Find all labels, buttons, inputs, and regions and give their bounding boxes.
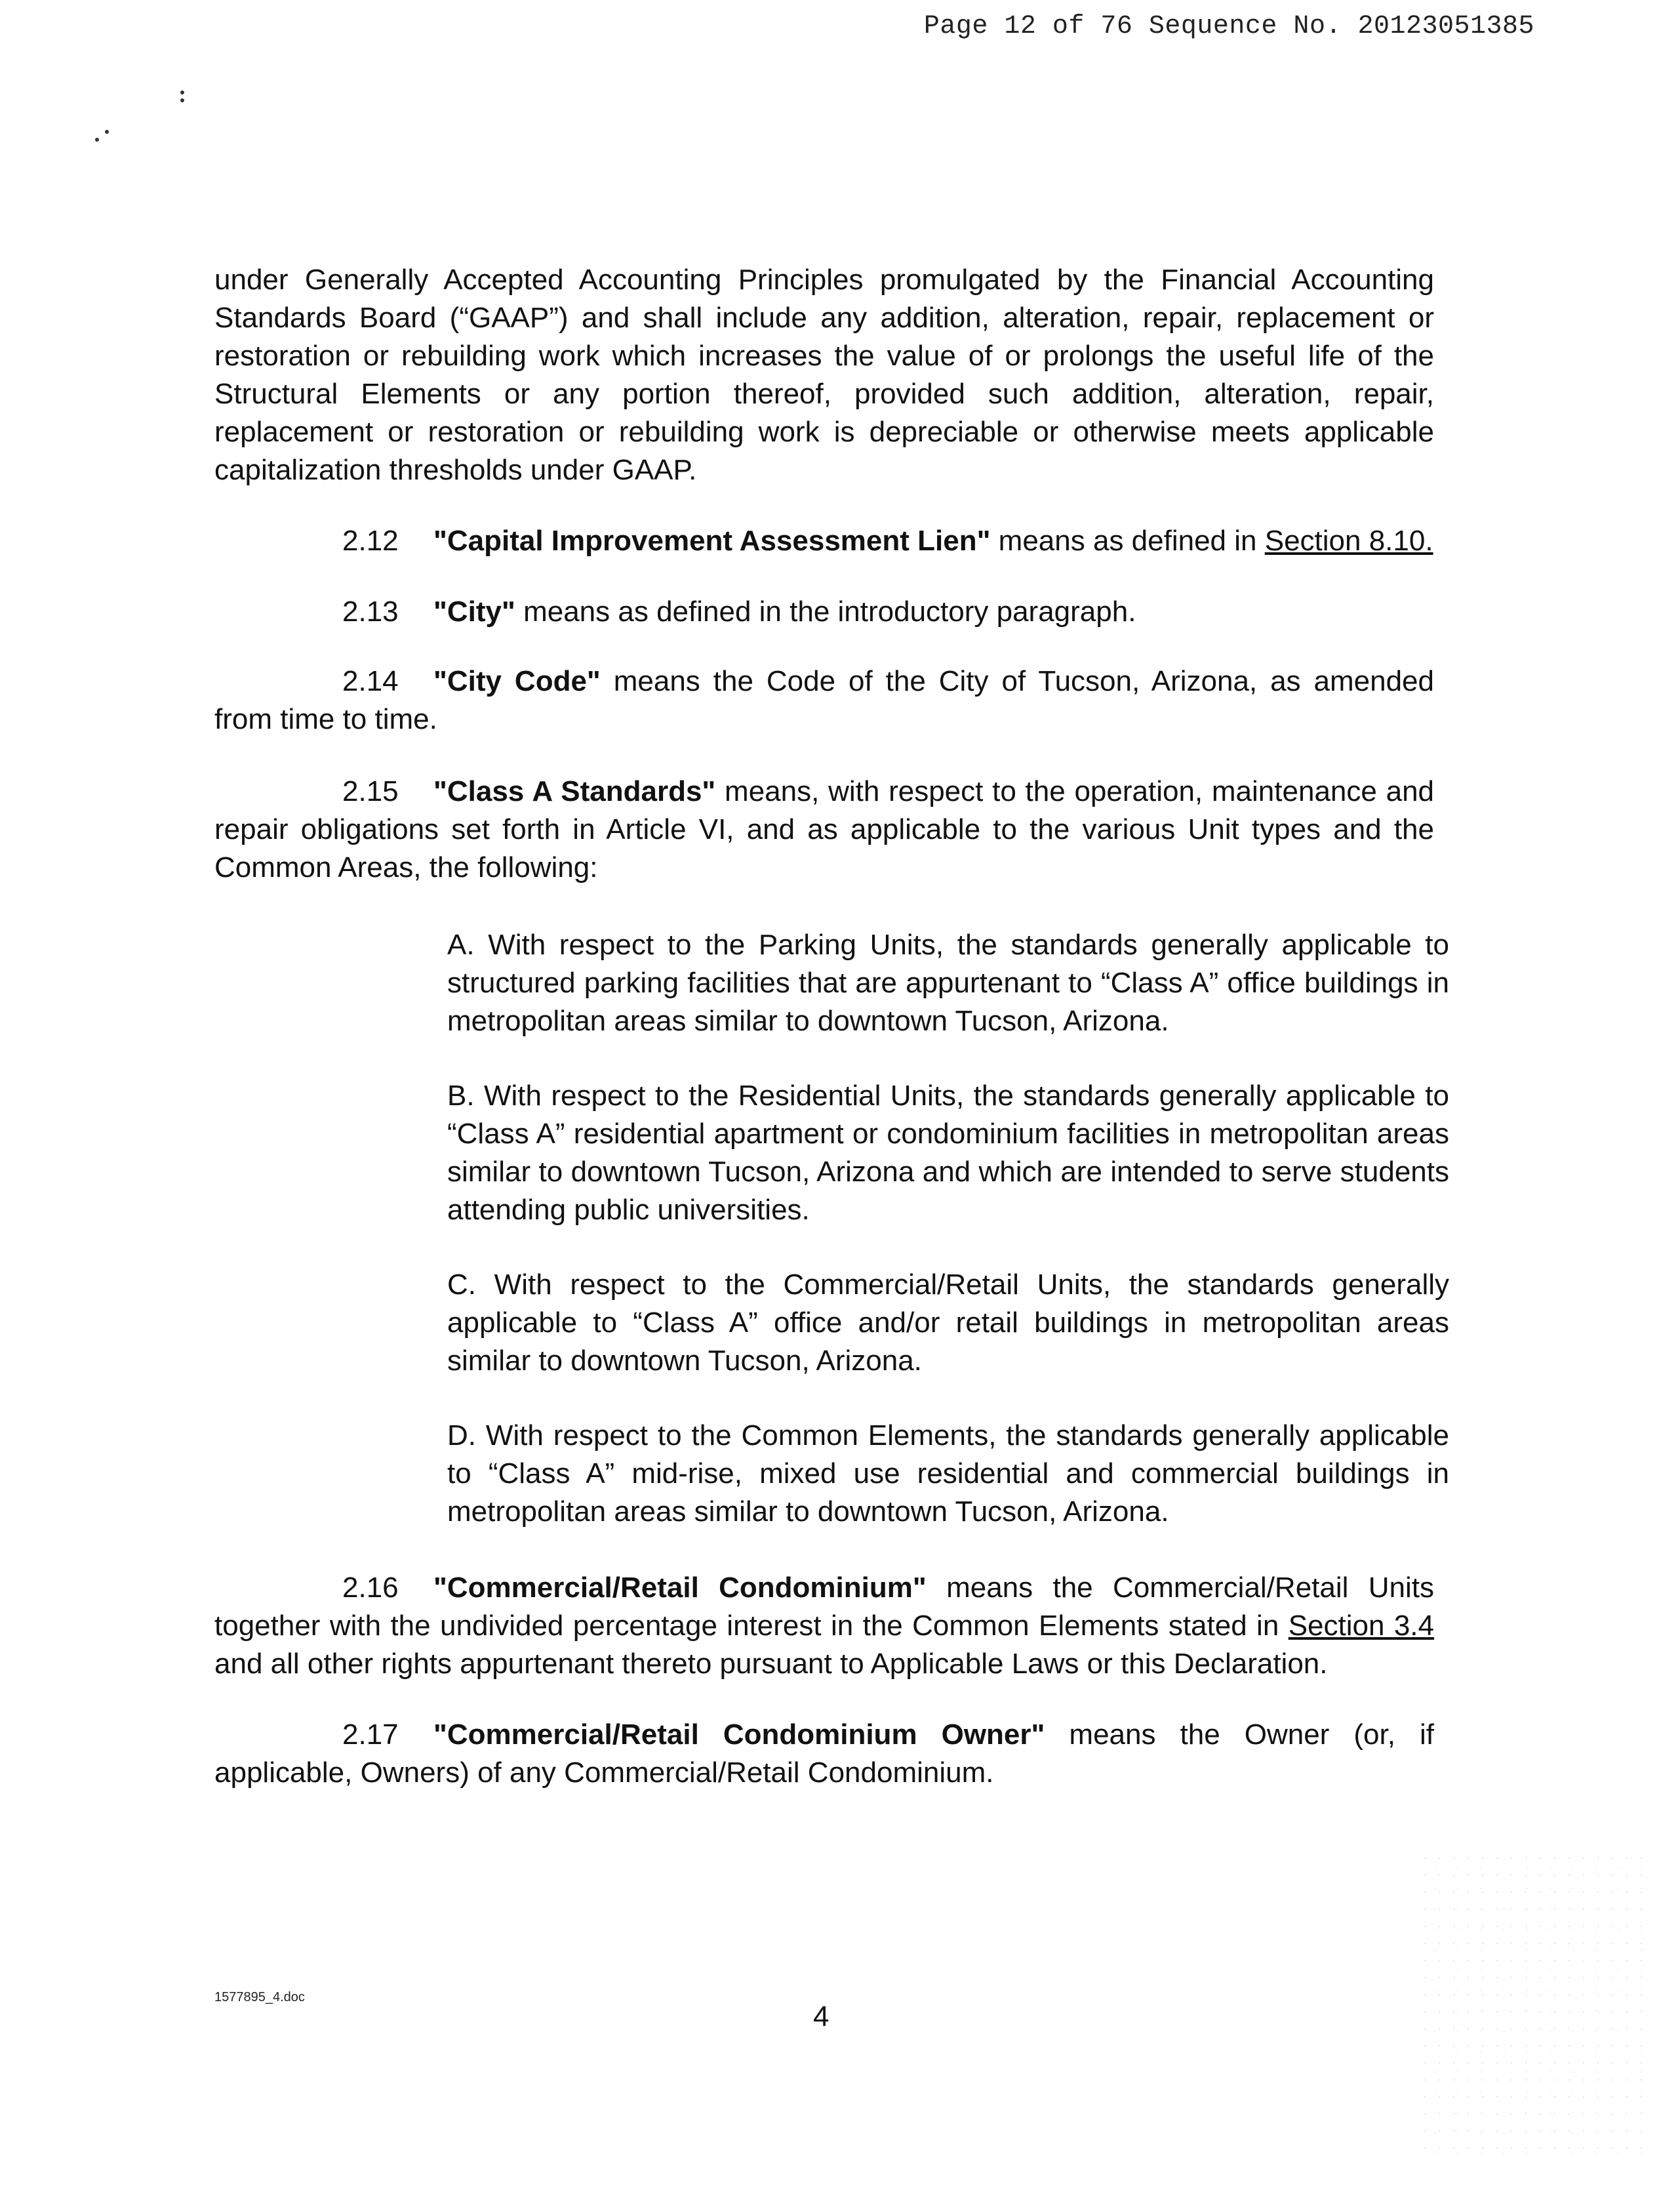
definition-text: means as defined in	[990, 525, 1265, 557]
document-body	[214, 261, 1449, 1792]
section-number: 2.15	[342, 775, 399, 807]
defined-term: "City Code"	[433, 665, 601, 697]
section-2-12	[214, 522, 1434, 560]
section-number: 2.16	[342, 1572, 399, 1604]
section-number: 2.14	[342, 665, 399, 697]
defined-term: "Class A Standards"	[433, 775, 716, 807]
scan-artifact-mark	[180, 91, 184, 94]
section-number: 2.13	[342, 596, 399, 628]
definition-text: means as defined in the introductory paragraph.	[515, 596, 1136, 628]
section-reference-link[interactable]: Section 3.4	[1288, 1610, 1434, 1642]
defined-term: "Commercial/Retail Condominium"	[433, 1572, 927, 1604]
intro-paragraph: under Generally Accepted Accounting Principles promulgated by the Financial Accounting Standards Board (“GAAP”) and shall include any addition, alteration, repair, replacement or restoration or rebuilding work which increases the value of or prolongs the useful life of the Structural Elements or any portion thereof, provided such addition, alteration, repair, replacement or restoration or rebuilding work is depreciable or otherwise meets applicable capitalization thresholds under GAAP.	[214, 264, 1434, 486]
class-a-standards-list	[447, 926, 1449, 1531]
defined-term: "Capital Improvement Assessment Lien"	[433, 525, 991, 557]
list-item-residential-units: B. With respect to the Residential Units, the standards generally applicable to “Class A” residential apartment or condominium facilities in metropolitan areas similar to downtown Tucson, Arizona and which are intended to serve students attending public universities.	[447, 1080, 1449, 1226]
section-number: 2.17	[342, 1718, 399, 1751]
definition-text: means the Commercial/Retail Units together with the undivided percentage interest in the Common Elements stated in	[214, 1572, 1434, 1642]
list-item-commercial-retail-units: C. With respect to the Commercial/Retail Units, the standards generally applicable to “Class A” office and/or retail buildings in metropolitan areas similar to downtown Tucson, Arizona.	[447, 1269, 1449, 1377]
definition-text-continued: and all other rights appurtenant thereto pursuant to Applicable Laws or this Declaration.	[214, 1648, 1328, 1680]
document-id: 1577895_4.doc	[214, 1990, 305, 2004]
scan-noise-texture	[1418, 1850, 1654, 2164]
section-2-15	[214, 773, 1434, 887]
defined-term: "City"	[433, 596, 515, 628]
page-number: 4	[813, 2001, 830, 2033]
section-reference-link[interactable]: Section 8.10.	[1264, 525, 1433, 557]
defined-term: "Commercial/Retail Condominium Owner"	[433, 1718, 1045, 1751]
definition-text: means the Owner (or, if applicable, Owners) of any Commercial/Retail Condominium.	[214, 1718, 1434, 1789]
scan-artifact-mark	[105, 130, 109, 134]
page-sequence-header: Page 12 of 76 Sequence No. 20123051385	[923, 12, 1534, 41]
list-item-parking-units: A. With respect to the Parking Units, the standards generally applicable to structured parking facilities that are appurtenant to “Class A” office buildings in metropolitan areas similar to downtown Tucson, Arizona.	[447, 929, 1449, 1037]
section-2-16	[214, 1569, 1434, 1683]
definition-text: means the Code of the City of Tucson, Arizona, as amended from time to time.	[214, 665, 1434, 735]
list-item-common-elements: D. With respect to the Common Elements, the standards generally applicable to “Class A” mid-rise, mixed use residential and commercial buildings in metropolitan areas similar to downtown Tucson, Arizona.	[447, 1419, 1449, 1528]
scan-artifact-mark	[95, 138, 99, 142]
section-number: 2.12	[342, 525, 399, 557]
section-2-17	[214, 1716, 1434, 1792]
section-2-14	[214, 662, 1434, 739]
scan-artifact-mark	[180, 98, 184, 102]
definition-text: means, with respect to the operation, maintenance and repair obligations set forth in Article VI, and as applicable to the various Unit types and the Common Areas, the following:	[214, 775, 1435, 884]
section-2-13	[214, 593, 1434, 631]
